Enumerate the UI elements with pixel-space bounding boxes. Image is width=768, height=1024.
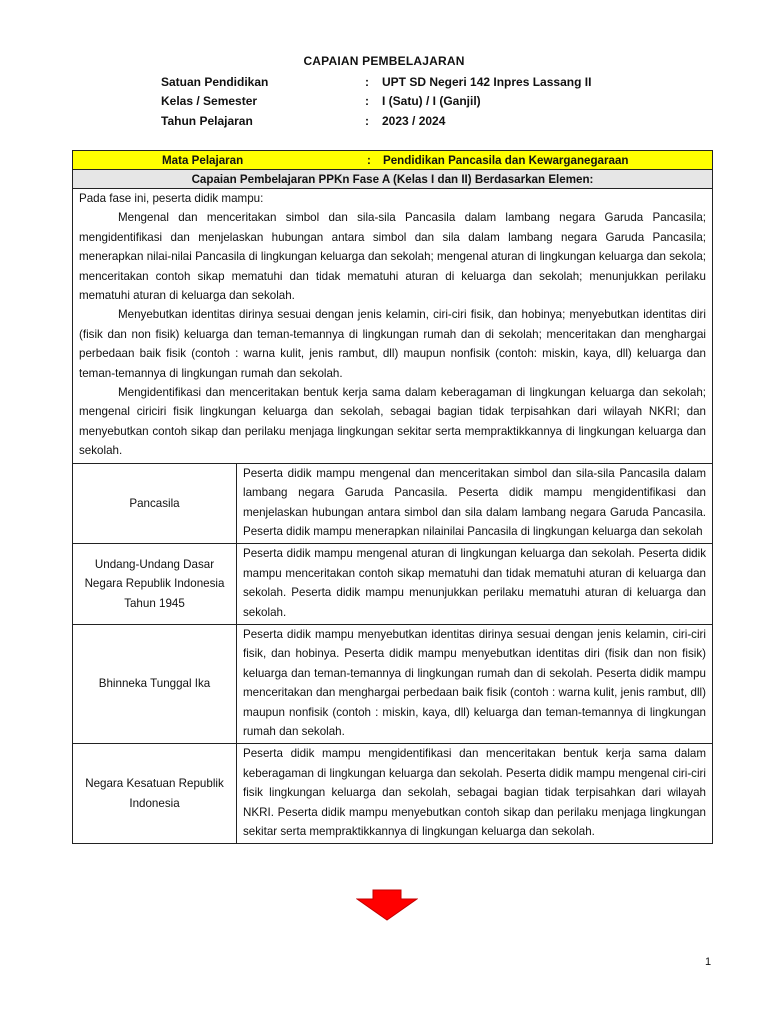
subject-cell: [73, 151, 713, 170]
element-description: Peserta didik mampu mengidentifikasi dan menceritakan bentuk kerja sama dalam keberagaman di lingkungan keluarga dan sekolah. Peserta didik mampu mengenal ciri-ciri fisik lingkungan keluarga dan sekolah, sebagai bagian tidak terpisahkan dari wilayah NKRI. Peserta didik mampu menyebutkan contoh sikap dan perilaku menjaga lingkungan sekitar serta mempraktikkannya di lingkungan keluarga dan sekolah.: [237, 744, 713, 844]
learning-outcomes-table: [72, 150, 713, 844]
intro-paragraph: Menyebutkan identitas dirinya sesuai dengan jenis kelamin, ciri-ciri fisik, dan hobinya; menyebutkan identitas diri (fisik dan non fisik) keluarga dan teman-temannya di lingkungan rumah dan di sekolah; menceritakan dan menghargai perbedaan baik fisik (contoh : warna kulit, jenis rambut, dll) maupun nonfisik (contoh: miskin, kaya, dll) keluarga dan teman-temannya di lingkungan rumah dan sekolah.: [79, 308, 706, 380]
element-description: Peserta didik mampu mengenal aturan di lingkungan keluarga dan sekolah. Peserta didik mampu menceritakan contoh sikap mematuhi dan tidak mematuhi aturan di keluarga dan sekolah. Peserta didik mampu menunjukkan perilaku mematuhi aturan di keluarga dan sekolah.: [237, 544, 713, 625]
page-number: 1: [705, 956, 712, 968]
element-row: [73, 624, 713, 743]
subject-label: Mata Pelajaran: [162, 153, 244, 167]
meta-colon: :: [365, 113, 369, 128]
meta-value: I (Satu) / I (Ganjil): [382, 94, 481, 109]
document-title: CAPAIAN PEMBELAJARAN: [303, 54, 465, 68]
element-name: Bhinneka Tunggal Ika: [73, 624, 237, 743]
subject-colon: :: [367, 153, 371, 167]
element-row: [73, 544, 713, 625]
down-arrow-shape: [357, 890, 417, 920]
intro-row: [73, 189, 713, 464]
meta-label: Tahun Pelajaran: [161, 113, 253, 128]
intro-text: Pada fase ini, peserta didik mampu:: [79, 192, 264, 205]
meta-row-class: [161, 92, 591, 112]
element-row: [73, 744, 713, 844]
meta-value: 2023 / 2024: [382, 113, 446, 128]
element-description: Peserta didik mampu mengenal dan menceritakan simbol dan sila-sila Pancasila dalam lambang negara Garuda Pancasila. Peserta didik mampu mengidentifikasi dan menjelaskan hubungan antara simbol dan sila dalam lambang negara Garuda Pancasila. Peserta didik mampu menerapkan nilainilai Pancasila di lingkungan keluarga dan sekolah: [237, 463, 713, 544]
subject-value: Pendidikan Pancasila dan Kewarganegaraan: [383, 153, 629, 167]
document-meta: [161, 72, 591, 131]
meta-label: Satuan Pendidikan: [161, 74, 269, 89]
subject-row: [73, 151, 713, 170]
down-arrow-icon: [356, 889, 418, 921]
intro-cell: [73, 189, 713, 464]
meta-value: UPT SD Negeri 142 Inpres Lassang II: [382, 74, 592, 89]
section-header-row: [73, 170, 713, 189]
element-name: Pancasila: [73, 463, 237, 544]
meta-colon: :: [365, 74, 369, 89]
intro-paragraph: Mengidentifikasi dan menceritakan bentuk kerja sama dalam keberagaman di lingkungan keluarga dan sekolah; mengenal ciriciri fisik lingkungan keluarga dan sekolah, sebagai bagian tidak terpisahkan dari wilayah NKRI; dan menyebutkan contoh sikap dan perilaku menjaga lingkungan sekitar serta mempraktikkannya di lingkungan keluarga dan sekolah.: [79, 386, 706, 458]
element-name: Negara Kesatuan Republik Indonesia: [73, 744, 237, 844]
meta-label: Kelas / Semester: [161, 94, 258, 109]
meta-row-school: [161, 72, 591, 92]
meta-colon: :: [365, 94, 369, 109]
element-description: Peserta didik mampu menyebutkan identitas dirinya sesuai dengan jenis kelamin, ciri-ciri fisik, dan hobinya. Peserta didik mampu menyebutkan identitas diri (fisik dan non fisik) keluarga dan teman-temannya di lingkungan rumah dan di sekolah. Peserta didik mampu menceritakan dan menghargai perbedaan baik fisik (contoh : warna kulit, jenis rambut, dll) maupun nonfisik (contoh : miskin, kaya, dll) keluarga dan teman-temannya di lingkungan rumah dan sekolah.: [237, 624, 713, 743]
meta-row-year: [161, 111, 591, 131]
element-name: Undang-Undang Dasar Negara Republik Indonesia Tahun 1945: [73, 544, 237, 625]
section-title: Capaian Pembelajaran PPKn Fase A (Kelas I dan II) Berdasarkan Elemen:: [73, 170, 713, 189]
element-row: [73, 463, 713, 544]
intro-paragraph: Mengenal dan menceritakan simbol dan sila-sila Pancasila dalam lambang negara Garuda Pancasila; mengidentifikasi dan menjelaskan hubungan antara simbol dan sila dalam lambang negara Garuda Pancasila; menerapkan nilai-nilai Pancasila di lingkungan keluarga dan sekolah; mengenal aturan di lingkungan keluarga dan sekola; menceritakan contoh sikap mematuhi dan tidak mematuhi aturan di keluarga dan sekolah; menunjukkan perilaku mematuhi aturan di keluarga dan sekolah.: [79, 211, 706, 303]
